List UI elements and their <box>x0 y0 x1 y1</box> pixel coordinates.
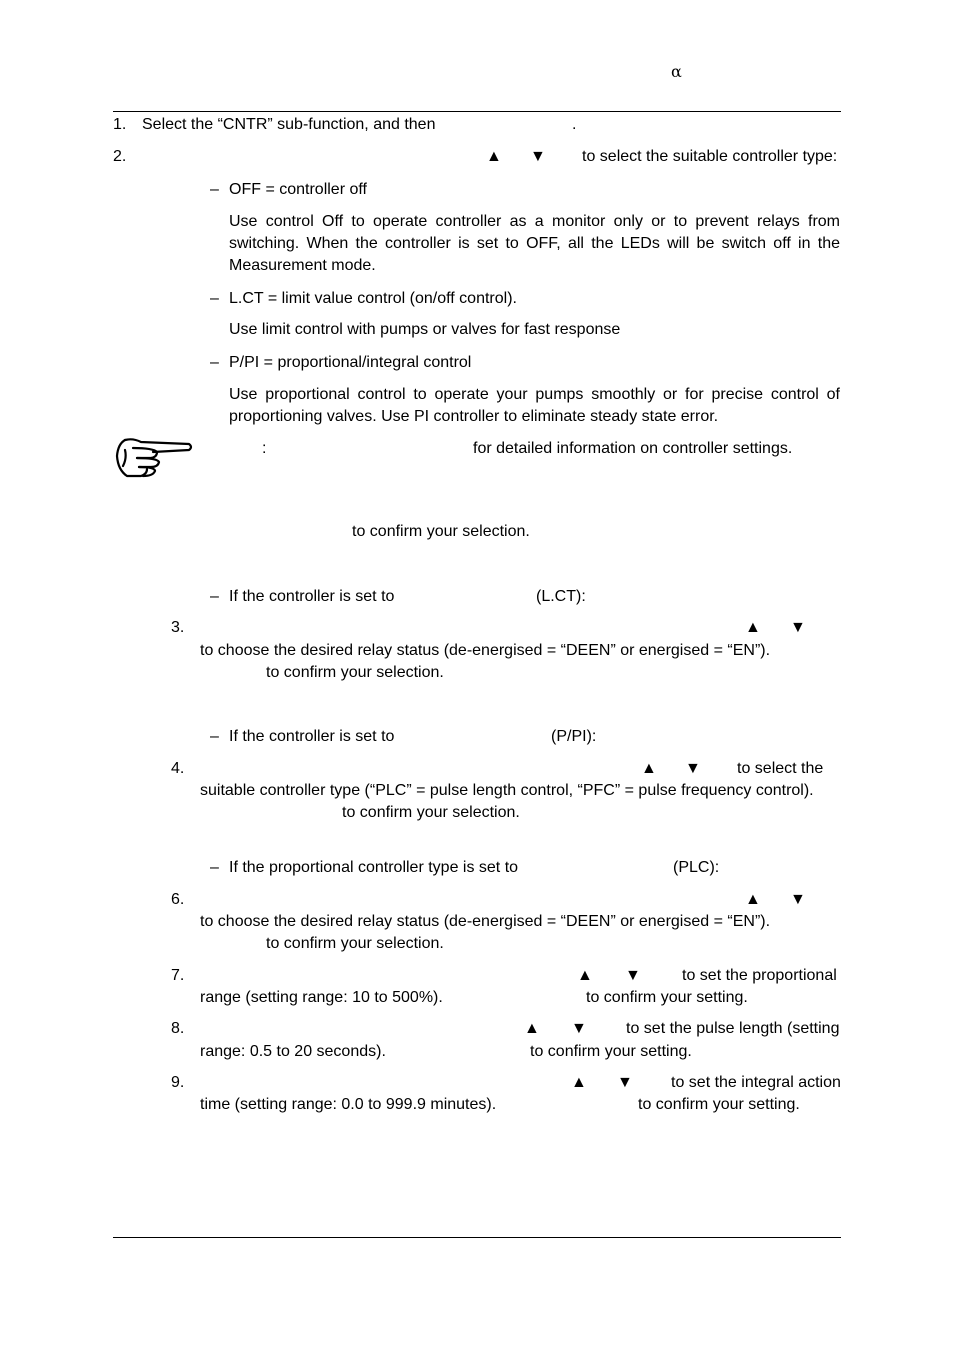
ppi-code: (P/PI): <box>551 728 597 745</box>
step-2-text: to select the suitable controller type: <box>582 148 838 165</box>
bottom-rule <box>113 1237 841 1238</box>
step-4-number: 4. <box>171 760 185 777</box>
step-3-confirm: to confirm your selection. <box>266 664 444 681</box>
down-arrow-icon: ▼ <box>571 1020 587 1037</box>
step-9-number: 9. <box>171 1074 185 1091</box>
lct-label: L.CT = limit value control (on/off control). <box>229 290 517 307</box>
step-1-number: 1. <box>113 116 127 133</box>
step-9-line-2: time (setting range: 0.0 to 999.9 minutes). <box>200 1096 497 1113</box>
step-8-number: 8. <box>171 1020 185 1037</box>
if-ppi-text: If the controller is set to <box>229 728 395 745</box>
note-text: for detailed information on controller settings. <box>473 440 793 457</box>
step-9-tail: to set the integral action <box>671 1074 841 1091</box>
step-7-number: 7. <box>171 967 185 984</box>
step-7-confirm: to confirm your setting. <box>586 989 748 1006</box>
step-7-tail: to set the proportional <box>682 967 837 984</box>
ppi-description: Use proportional control to operate your pumps smoothly or for precise control of proportioning valves. Use PI controller to eliminate steady state error. <box>229 386 840 425</box>
confirm-selection-text: to confirm your selection. <box>352 523 530 540</box>
up-arrow-icon: ▲ <box>571 1074 587 1091</box>
top-rule <box>113 111 841 112</box>
step-8-confirm: to confirm your setting. <box>530 1043 692 1060</box>
down-arrow-icon: ▼ <box>790 619 806 636</box>
down-arrow-icon: ▼ <box>625 967 641 984</box>
step-7-line-2: range (setting range: 10 to 500%). <box>200 989 443 1006</box>
step-8-line-2: range: 0.5 to 20 seconds). <box>200 1043 386 1060</box>
step-1-text: Select the “CNTR” sub-function, and then <box>142 116 436 133</box>
up-arrow-icon: ▲ <box>745 891 761 908</box>
pointing-hand-icon <box>113 436 195 480</box>
up-arrow-icon: ▲ <box>524 1020 540 1037</box>
alpha-symbol: α <box>671 62 682 81</box>
step-4-tail: to select the <box>737 760 824 777</box>
down-arrow-icon: ▼ <box>530 148 546 165</box>
step-1-end: . <box>572 116 577 133</box>
down-arrow-icon: ▼ <box>685 760 701 777</box>
step-6-number: 6. <box>171 891 185 908</box>
lct-description: Use limit control with pumps or valves for fast response <box>229 321 621 338</box>
down-arrow-icon: ▼ <box>790 891 806 908</box>
step-3-number: 3. <box>171 619 185 636</box>
step-6-confirm: to confirm your selection. <box>266 935 444 952</box>
dash-marker: – <box>210 588 219 605</box>
note-colon: : <box>262 440 267 457</box>
up-arrow-icon: ▲ <box>745 619 761 636</box>
if-plc-text: If the proportional controller type is set to <box>229 859 519 876</box>
up-arrow-icon: ▲ <box>577 967 593 984</box>
step-4-confirm: to confirm your selection. <box>342 804 520 821</box>
step-4-line-2: suitable controller type (“PLC” = pulse length control, “PFC” = pulse frequency control). <box>200 782 814 799</box>
off-label: OFF = controller off <box>229 181 367 198</box>
dash-marker: – <box>210 181 219 198</box>
ppi-label: P/PI = proportional/integral control <box>229 354 472 371</box>
dash-marker: – <box>210 290 219 307</box>
dash-marker: – <box>210 354 219 371</box>
step-6-relay-text: to choose the desired relay status (de-energised = “DEEN” or energised = “EN”). <box>200 913 771 930</box>
dash-marker: – <box>210 859 219 876</box>
step-2-number: 2. <box>113 148 127 165</box>
up-arrow-icon: ▲ <box>486 148 502 165</box>
step-3-relay-text: to choose the desired relay status (de-energised = “DEEN” or energised = “EN”). <box>200 642 771 659</box>
step-9-confirm: to confirm your setting. <box>638 1096 800 1113</box>
dash-marker: – <box>210 728 219 745</box>
up-arrow-icon: ▲ <box>641 760 657 777</box>
step-8-tail: to set the pulse length (setting <box>626 1020 840 1037</box>
down-arrow-icon: ▼ <box>617 1074 633 1091</box>
off-description: Use control Off to operate controller as a monitor only or to prevent relays from switching. When the controller is set to OFF, all the LEDs will be switch off in the Measurement mode. <box>229 213 840 274</box>
plc-code: (PLC): <box>673 859 720 876</box>
lct-code: (L.CT): <box>536 588 586 605</box>
if-lct-text: If the controller is set to <box>229 588 395 605</box>
